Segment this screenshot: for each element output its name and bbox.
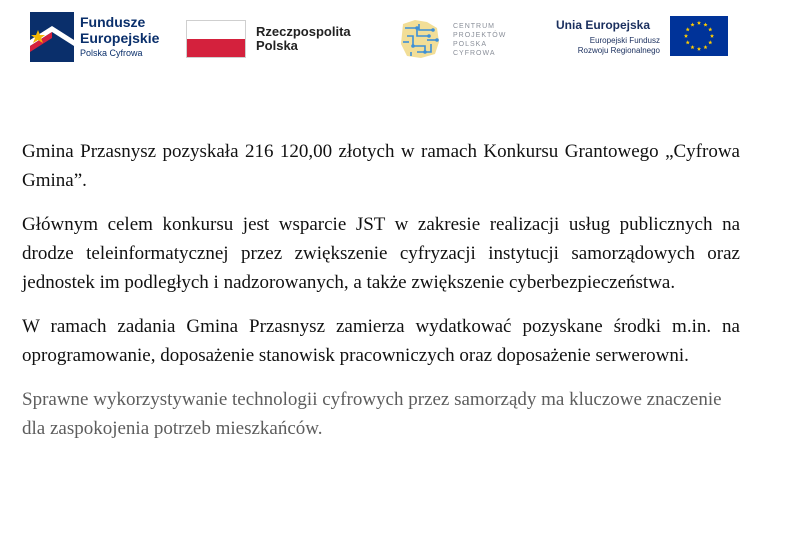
unia-title: Unia Europejska (556, 18, 651, 32)
centrum-line4: CYFROWA (453, 50, 496, 57)
article-content (22, 137, 740, 458)
paragraph-goal: Głównym celem konkursu jest wsparcie JST w zakresie realizacji usług publicznych na drodze teleinformatycznej przez zwiększenie cyfryzacji instytucji samorządowych oraz jednostek im podległych i nadzorowanych, a także zwiększenie cyberbezpieczeństwa. (22, 214, 740, 293)
rzeczpospolita-line2: Polska (256, 38, 298, 53)
fundusze-line1: Fundusze (80, 14, 146, 30)
rzeczpospolita-logo (186, 20, 361, 60)
centrum-line2: PROJEKTÓW (453, 32, 507, 39)
unia-sub1: Europejski Fundusz (589, 36, 660, 45)
unia-sub2: Rozwoju Regionalnego (577, 46, 660, 55)
paragraph-grant-amount: Gmina Przasnysz pozyskała 216 120,00 złotych w ramach Konkursu Grantowego „Cyfrowa Gmina”. (22, 141, 740, 191)
fundusze-line2: Europejskie (80, 30, 160, 46)
fundusze-europejskie-logo (30, 10, 160, 66)
centrum-line3: POLSKA (453, 41, 488, 48)
rzeczpospolita-line1: Rzeczpospolita (256, 24, 351, 39)
fundusze-subtitle: Polska Cyfrowa (80, 48, 143, 58)
eu-flag-icon (670, 16, 728, 56)
unia-europejska-logo (552, 14, 732, 62)
centrum-projektow-logo (395, 14, 530, 64)
polish-flag-icon (186, 20, 246, 58)
centrum-line1: CENTRUM (453, 23, 495, 30)
paragraph-plans: W ramach zadania Gmina Przasnysz zamierza wydatkować pozyskane środki m.in. na oprogramowanie, doposażenie stanowisk pracowniczych oraz doposażenie serwerowni. (22, 316, 740, 366)
paragraph-summary: Sprawne wykorzystywanie technologii cyfrowych przez samorządy ma kluczowe znaczenie dla zaspokojenia potrzeb mieszkańców. (22, 389, 722, 439)
logo-bar (0, 0, 800, 82)
fundusze-europejskie-icon (30, 12, 74, 62)
circuit-map-icon (397, 16, 443, 62)
